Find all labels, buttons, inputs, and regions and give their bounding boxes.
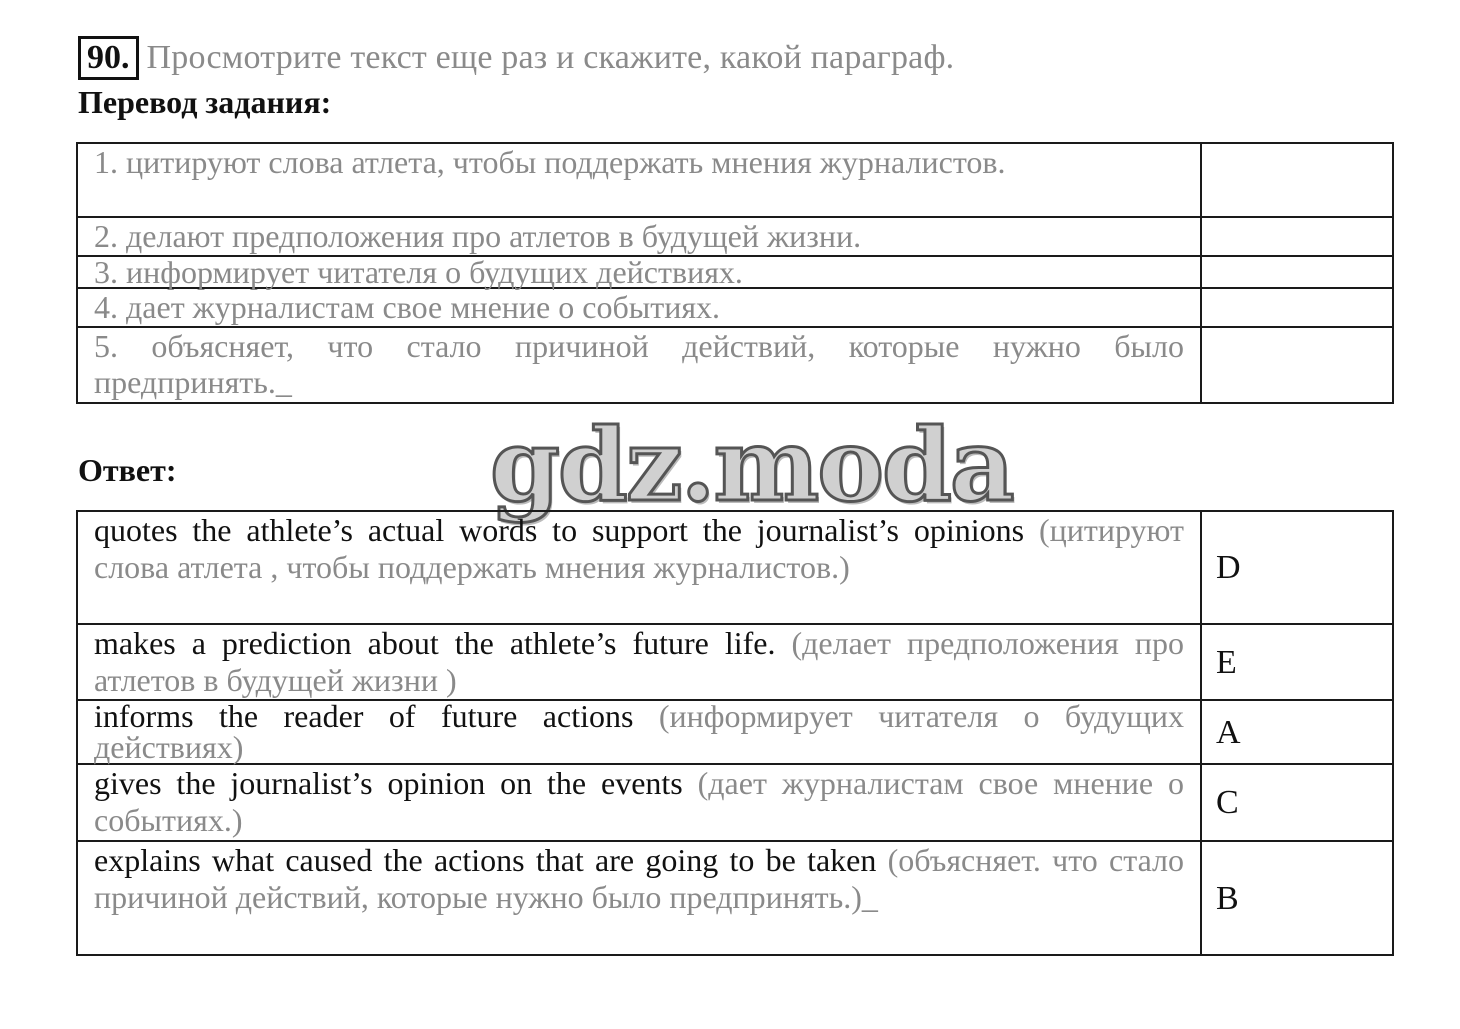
table-row [77,841,1393,955]
translation-answer-cell [1201,143,1393,217]
answer-russian: (делает предположения про атлетов в будущей жизни ) [94,625,1185,698]
table-row [77,217,1393,256]
answer-key [1201,700,1393,764]
translation-table [76,142,1394,404]
table-row [77,327,1393,403]
answer-key [1201,764,1393,841]
answer-russian: (цитируют слова атлета , чтобы поддержать мнения журналистов.) [94,512,1185,585]
answer-letter: B [1216,879,1239,917]
translation-text: 3. информирует читателя о будущих действиях. [77,256,1201,288]
answer-text [77,841,1201,955]
translation-heading: Перевод задания: [78,84,332,120]
answer-key [1201,511,1393,624]
answer-letter: E [1216,643,1237,681]
answer-key [1201,624,1393,700]
answer-english: explains what caused the actions that are going to be taken [94,842,877,878]
table-row [77,288,1393,327]
translation-answer-cell [1201,217,1393,256]
task-number: 90. [78,36,139,80]
answer-letter: A [1216,713,1241,751]
answer-text [77,624,1201,700]
answer-english: gives the journalist’s opinion on the events [94,765,683,801]
translation-answer-cell [1201,288,1393,327]
table-row [77,256,1393,288]
translation-answer-cell [1201,327,1393,403]
answer-russian: (объясняет. что стало причиной действий, которые нужно было предпринять.)_ [94,842,1185,915]
answer-letter: D [1216,549,1241,586]
answer-english: makes a prediction about the athlete’s future life. [94,625,776,661]
answer-russian: (дает журналистам свое мнение о событиях.) [94,765,1184,838]
answer-table [76,510,1394,956]
answer-russian: (информирует читателя о будущих действиях) [94,698,1185,765]
table-row [77,511,1393,624]
answer-english: quotes the athlete’s actual words to support the journalist’s opinions [94,512,1025,548]
table-row [77,143,1393,217]
task-instruction: Просмотрите текст еще раз и скажите, какой параграф. [146,39,955,76]
answer-heading: Ответ: [78,452,177,488]
translation-text: 1. цитируют слова атлета, чтобы поддержать мнения журналистов. [77,143,1201,217]
table-row [77,700,1393,764]
answer-text [77,511,1201,624]
translation-text: 4. дает журналистам свое мнение о событиях. [77,288,1201,327]
answer-english: informs the reader of future actions [94,698,634,734]
table-row [77,764,1393,841]
table-row [77,624,1393,700]
answer-text [77,700,1201,764]
answer-key [1201,841,1393,955]
translation-text: 5. объясняет, что стало причиной действий, которые нужно было предпринять._ [77,327,1201,403]
answer-text [77,764,1201,841]
translation-answer-cell [1201,256,1393,288]
translation-text: 2. делают предположения про атлетов в будущей жизни. [77,217,1201,256]
watermark-logo: gdz.moda [490,406,1013,524]
answer-letter: C [1216,784,1239,821]
task-header [78,36,954,80]
